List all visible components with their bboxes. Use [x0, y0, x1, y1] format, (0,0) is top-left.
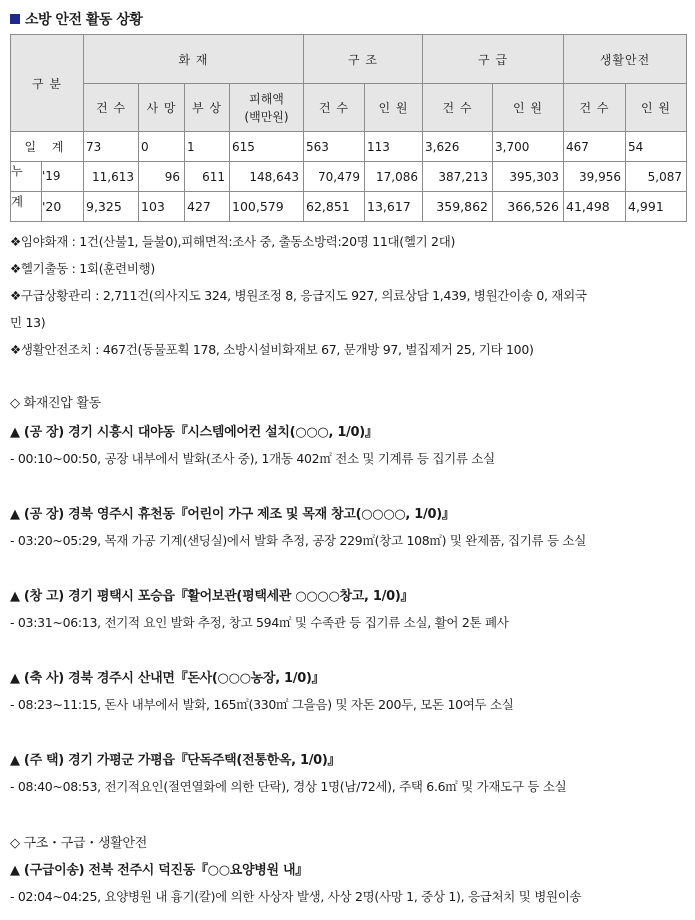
rescue-incident-detail: - 02:04~04:25, 요양병원 내 흉기(칼)에 의한 사상자 발생, 사상 2명(사망 1, 중상 1), 응급처치 및 병원이송 — [10, 889, 582, 904]
notes-list — [10, 228, 690, 363]
fire-incident-detail: - 00:10~00:50, 공장 내부에서 발화(조사 중), 1개동 402㎡ 전소 및 기계류 등 집기류 소실 — [10, 451, 495, 466]
table-cell: 73 — [84, 132, 139, 162]
row-label: 계 — [11, 192, 42, 221]
note-wildfire: ❖임야화재 : 1건(산불1, 들불0),피해면적:조사 중, 출동소방력:20명 11대(헬기 2대) — [10, 234, 456, 249]
header-gubun: 구 분 — [11, 35, 84, 132]
table-cell: 54 — [626, 132, 687, 162]
table-cell: 17,086 — [365, 162, 423, 192]
fire-incident-head: ▲ (공 장) 경북 영주시 휴천동『어린이 가구 제조 및 목재 창고(○○○○, 1/0)』 — [10, 507, 455, 522]
note-life-safety: ❖생활안전조치 : 467건(동물포획 178, 소방시설비화재보 67, 문개방 97, 벌집제거 25, 기타 100) — [10, 342, 534, 357]
note-helicopter: ❖헬기출동 : 1회(훈련비행) — [10, 261, 155, 276]
table-cell: 113 — [365, 132, 423, 162]
header-group-safety: 생활안전 — [564, 35, 687, 84]
fire-section-heading: ◇ 화재진압 활동 — [10, 396, 101, 411]
subheader: 건 수 — [423, 84, 493, 132]
table-cell: 9,325 — [84, 192, 139, 222]
rescue-incident-head: ▲ (구급이송) 전북 전주시 덕진동『○○요양병원 내』 — [10, 863, 308, 878]
header-group-rescue: 구 조 — [304, 35, 423, 84]
fire-incident-head: ▲ (창 고) 경기 평택시 포승읍『활어보관(평택세관 ○○○○창고, 1/0)』 — [10, 589, 414, 604]
table-cell: 39,956 — [564, 162, 626, 192]
table-cell: 11,613 — [84, 162, 139, 192]
row-label: 누 — [11, 162, 42, 191]
row-label: 일 계 — [11, 132, 84, 162]
subheader: 피해액 (백만원) — [230, 84, 304, 132]
square-bullet-icon — [10, 14, 20, 24]
table-cell: 103 — [139, 192, 185, 222]
rescue-section-heading: ◇ 구조・구급・생활안전 — [10, 836, 147, 851]
table-cell: 0 — [139, 132, 185, 162]
table-cell: 5,087 — [626, 162, 687, 192]
subheader: 인 원 — [493, 84, 564, 132]
table-cell: 615 — [230, 132, 304, 162]
table-cell: 3,626 — [423, 132, 493, 162]
page-title-text: 소방 안전 활동 상황 — [25, 12, 143, 28]
table-cell: 148,643 — [230, 162, 304, 192]
table-cell: 387,213 — [423, 162, 493, 192]
table-cell: 41,498 — [564, 192, 626, 222]
note-ems-management-cont: 민 13) — [10, 315, 46, 330]
table-cell: 70,479 — [304, 162, 365, 192]
subheader: 부 상 — [185, 84, 230, 132]
fire-incident-head: ▲ (주 택) 경기 가평군 가평읍『단독주택(전통한옥, 1/0)』 — [10, 753, 341, 768]
table-cell: 62,851 — [304, 192, 365, 222]
fire-incident-detail: - 03:20~05:29, 목재 가공 기계(샌딩실)에서 발화 추정, 공장 229㎡(창고 108㎡) 및 완제품, 집기류 등 소실 — [10, 533, 586, 548]
table-row — [11, 132, 687, 162]
header-group-ems: 구 급 — [423, 35, 564, 84]
note-ems-management: ❖구급상황관리 : 2,711건(의사지도 324, 병원조정 8, 응급지도 927, 의료상담 1,439, 병원간이송 0, 재외국 — [10, 288, 587, 303]
subheader: 건 수 — [84, 84, 139, 132]
fire-incident-detail: - 03:31~06:13, 전기적 요인 발화 추정, 창고 594㎡ 및 수족관 등 집기류 소실, 활어 2톤 폐사 — [10, 615, 509, 630]
subheader: 인 원 — [626, 84, 687, 132]
page-title — [10, 9, 142, 29]
table-row — [11, 192, 687, 222]
fire-incident-detail: - 08:40~08:53, 전기적요인(절연열화에 의한 단락), 경상 1명(남/72세), 주택 6.6㎡ 및 가재도구 등 소실 — [10, 779, 567, 794]
table-cell: 3,700 — [493, 132, 564, 162]
table-row — [11, 162, 687, 192]
table-cell: 366,526 — [493, 192, 564, 222]
table-cell: 611 — [185, 162, 230, 192]
table-cell: 359,862 — [423, 192, 493, 222]
table-cell: 100,579 — [230, 192, 304, 222]
year-label: '19 — [42, 169, 61, 183]
year-label: '20 — [42, 199, 62, 214]
fire-incident-detail: - 08:23~11:15, 돈사 내부에서 발화, 165㎡(330㎡ 그을음) 및 자돈 200두, 모돈 10여두 소실 — [10, 697, 514, 712]
header-group-fire: 화 재 — [84, 35, 304, 84]
subheader: 건 수 — [304, 84, 365, 132]
table-cell: 4,991 — [626, 192, 687, 222]
subheader: 사 망 — [139, 84, 185, 132]
table-cell: 395,303 — [493, 162, 564, 192]
stats-table — [10, 34, 687, 222]
fire-incident-head: ▲ (축 사) 경북 경주시 산내면『돈사(○○○농장, 1/0)』 — [10, 671, 325, 686]
table-cell: 96 — [139, 162, 185, 192]
subheader: 인 원 — [365, 84, 423, 132]
table-cell: 1 — [185, 132, 230, 162]
table-cell: 563 — [304, 132, 365, 162]
fire-incident-head: ▲ (공 장) 경기 시흥시 대야동『시스템에어컨 설치(○○○, 1/0)』 — [10, 425, 378, 440]
table-cell: 467 — [564, 132, 626, 162]
subheader: 건 수 — [564, 84, 626, 132]
table-cell: 13,617 — [365, 192, 423, 222]
table-cell: 427 — [185, 192, 230, 222]
